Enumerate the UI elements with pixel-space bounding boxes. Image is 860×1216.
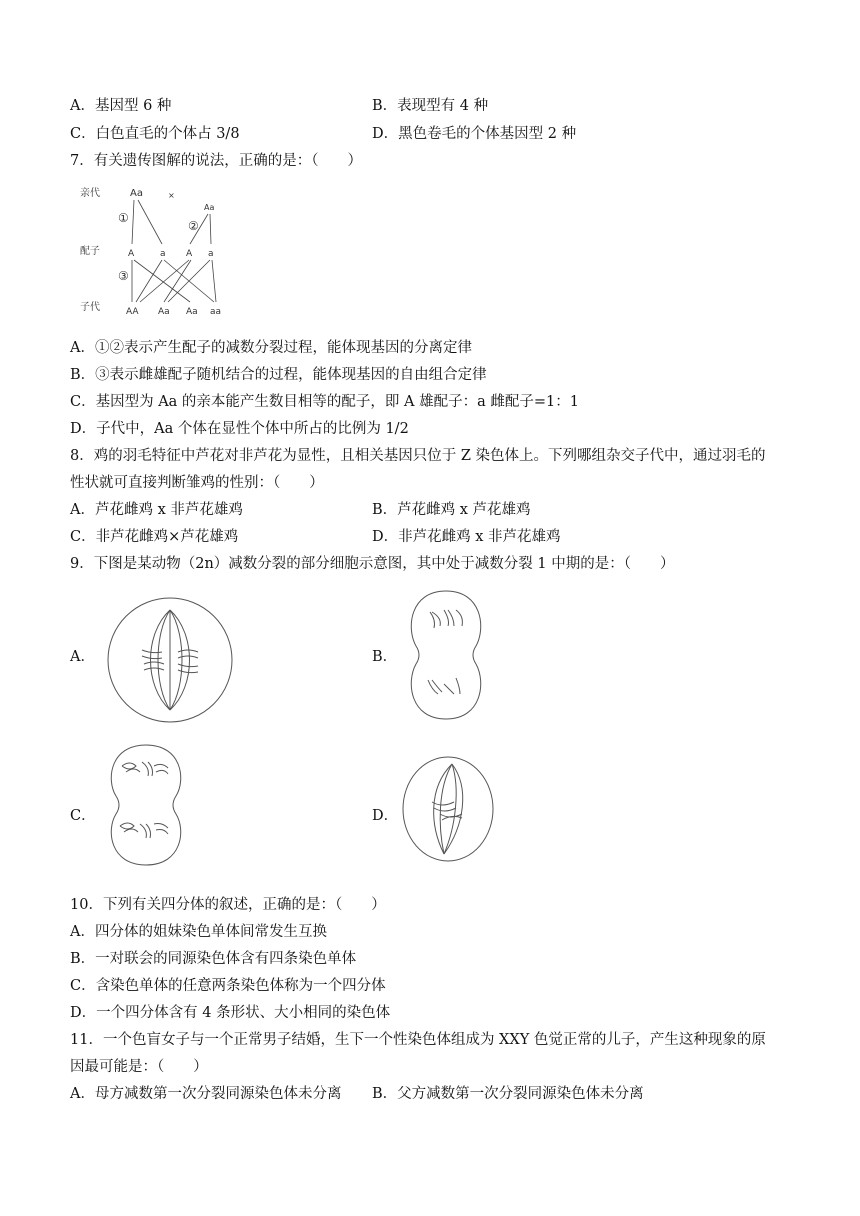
q8-stem-line2: 性状就可直接判断雏鸡的性别：（ ）: [70, 475, 324, 491]
q9-label-d: D．: [372, 808, 399, 824]
genetic-cross-diagram: [74, 180, 234, 320]
cell-diagram-b: [404, 588, 488, 722]
parent-1: Aa: [130, 188, 143, 199]
gamete-2: a: [160, 249, 166, 259]
cell-diagram-d: [400, 754, 496, 864]
q8-option-d: D．非芦花雌鸡 x 非芦花雄鸡: [372, 529, 561, 545]
q10-option-c: C．含染色单体的任意两条染色体称为一个四分体: [70, 978, 386, 994]
step-3-marker: ③: [118, 269, 129, 283]
cross-symbol: ×: [168, 191, 175, 200]
cell-diagram-c: [104, 742, 188, 868]
q8-stem-line1: 8．鸡的羽毛特征中芦花对非芦花为显性，且相关基因只位于 Z 染色体上。下列哪组杂交子代中，通过羽毛的: [70, 448, 766, 464]
offspring-3: Aa: [186, 307, 198, 317]
row-label-gametes: 配子: [80, 246, 100, 257]
q7-stem: 7．有关遗传图解的说法，正确的是：（ ）: [70, 153, 362, 169]
cell-diagram-a: [104, 594, 236, 726]
q10-option-a: A．四分体的姐妹染色单体间常发生互换: [70, 924, 327, 940]
parent-2: Aa: [204, 203, 215, 212]
q11-stem-line1: 11．一个色盲女子与一个正常男子结婚，生下一个性染色体组成为 XXY 色觉正常的儿子，产生这种现象的原: [70, 1032, 766, 1048]
gamete-4: a: [208, 249, 214, 259]
q9-label-b: B．: [372, 649, 398, 665]
offspring-2: Aa: [158, 307, 170, 317]
offspring-4: aa: [210, 307, 222, 317]
row-label-parents: 亲代: [80, 188, 100, 199]
q11-stem-line2: 因最可能是：（ ）: [70, 1059, 208, 1075]
q7-option-d: D．子代中，Aa 个体在显性个体中所占的比例为 1/2: [70, 421, 409, 437]
q9-label-c: C．: [70, 808, 96, 824]
q10-stem: 10．下列有关四分体的叙述，正确的是：（ ）: [70, 897, 386, 913]
q8-option-a: A．芦花雌鸡 x 非芦花雄鸡: [70, 502, 243, 518]
q6-option-a: A．基因型 6 种: [70, 98, 172, 114]
step-1-marker: ①: [118, 211, 129, 225]
q11-option-a: A．母方减数第一次分裂同源染色体未分离: [70, 1086, 342, 1102]
q6-option-c: C．白色直毛的个体占 3/8: [70, 126, 240, 142]
offspring-1: AA: [126, 307, 139, 317]
q7-option-b: B．③表示雌雄配子随机结合的过程，能体现基因的自由组合定律: [70, 367, 487, 383]
q7-option-c: C．基因型为 Aa 的亲本能产生数目相等的配子，即 A 雄配子：a 雌配子=1：1: [70, 394, 579, 410]
gamete-1: A: [128, 249, 135, 259]
q10-option-d: D．一个四分体含有 4 条形状、大小相同的染色体: [70, 1005, 391, 1021]
q11-option-b: B．父方减数第一次分裂同源染色体未分离: [372, 1086, 644, 1102]
q6-option-b: B．表现型有 4 种: [372, 98, 489, 114]
q8-option-c: C．非芦花雌鸡×芦花雄鸡: [70, 529, 239, 545]
gamete-3: A: [186, 249, 193, 259]
q9-stem: 9．下图是某动物（2n）减数分裂的部分细胞示意图，其中处于减数分裂 1 中期的是：（ ）: [70, 556, 675, 572]
step-2-marker: ②: [188, 219, 199, 233]
q7-option-a: A．①②表示产生配子的减数分裂过程，能体现基因的分离定律: [70, 340, 472, 356]
q6-option-d: D．黑色卷毛的个体基因型 2 种: [372, 126, 577, 142]
q10-option-b: B．一对联会的同源染色体含有四条染色单体: [70, 951, 357, 967]
q9-label-a: A．: [70, 649, 95, 665]
q8-option-b: B．芦花雌鸡 x 芦花雄鸡: [372, 502, 531, 518]
row-label-offspring: 子代: [80, 302, 100, 313]
